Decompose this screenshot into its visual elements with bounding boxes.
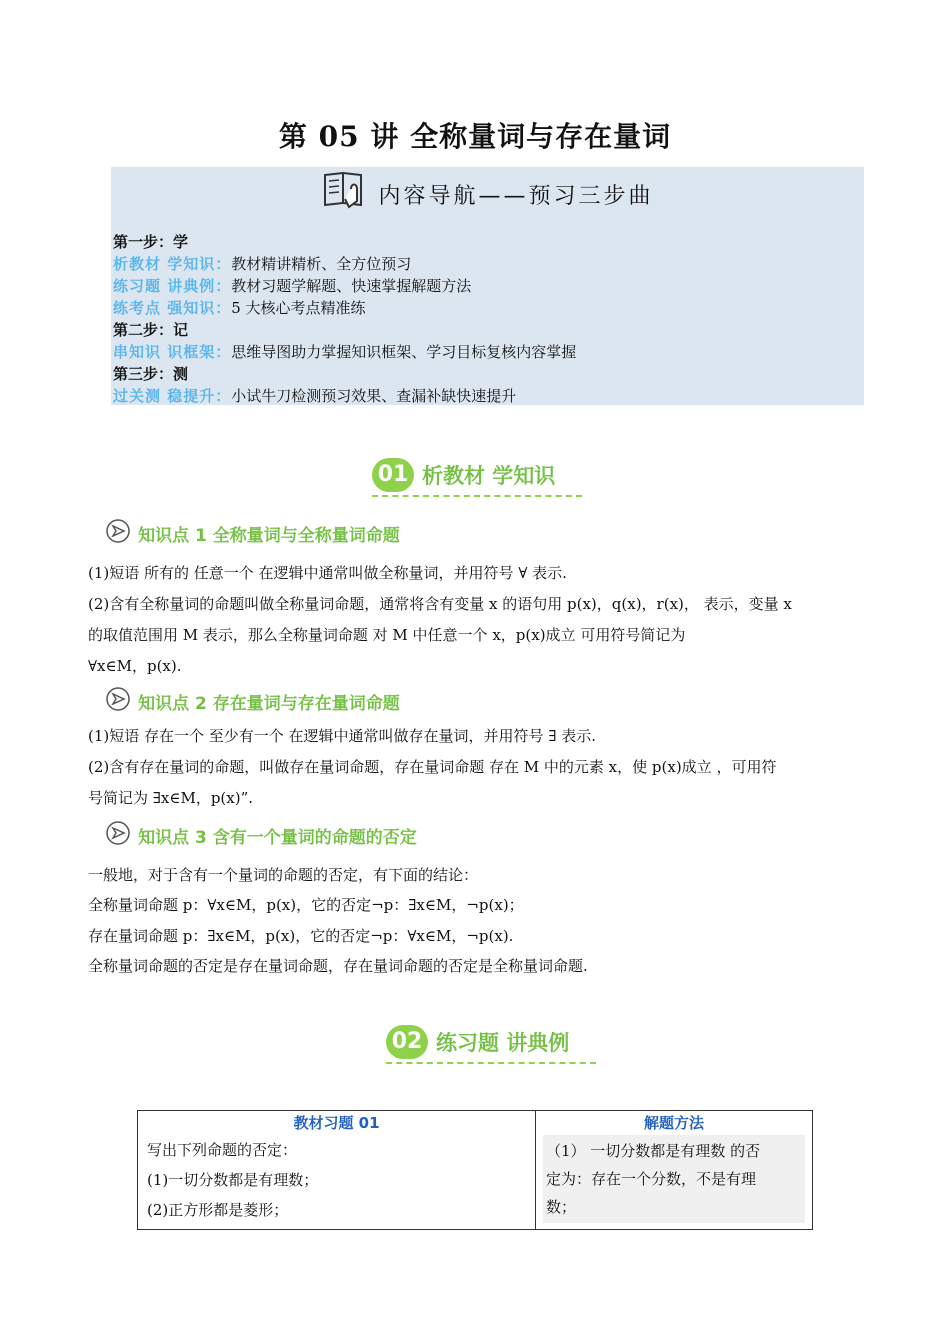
paragraph: (1)短语 存在一个 至少有一个 在逻辑中通常叫做存在量词，并用符号 ∃ 表示.: [88, 727, 596, 745]
section-01-header: [372, 458, 582, 500]
paragraph: (2)含有全称量词的命题叫做全称量词命题，通常将含有变量 x 的语句用 p(x)，q(x)，r(x)， 表示，变量 x: [88, 595, 792, 613]
page-title: 第 05 讲 全称量词与存在量词: [278, 120, 672, 153]
knowledge-point-1-heading: 知识点 1 全称量词与全称量词命题: [105, 518, 400, 546]
paragraph: 的取值范围用 M 表示，那么全称量词命题 对 M 中任意一个 x，p(x)成立 可用符号简记为: [88, 626, 686, 644]
section-divider: [372, 495, 582, 497]
exercise-header: 教材习题 01: [293, 1114, 380, 1132]
nav-title: 内容导航——预习三步曲: [378, 183, 654, 209]
book-icon: [321, 167, 369, 215]
solution-cell: [536, 1111, 813, 1230]
exercise-line: (2)正方形都是菱形；: [147, 1201, 289, 1219]
arrow-circle-icon: [105, 686, 131, 716]
section-badge: 02: [386, 1025, 428, 1059]
paragraph: 存在量词命题 p：∃x∈M，p(x)，它的否定¬p：∀x∈M，¬p(x).: [88, 927, 514, 945]
exercise-table: [137, 1110, 813, 1230]
nav-step-3: 第三步：测: [113, 365, 189, 383]
solution-line: 数；: [546, 1198, 577, 1216]
exercise-line: (1)一切分数都是有理数；: [147, 1171, 319, 1189]
nav-header: [111, 167, 864, 217]
content-navigation-panel: [111, 167, 864, 405]
paragraph: (1)短语 所有的 任意一个 在逻辑中通常叫做全称量词，并用符号 ∀ 表示.: [88, 564, 567, 582]
paragraph: 号简记为 ∃x∈M，p(x)”.: [88, 789, 254, 807]
nav-step-2: 第二步：记: [113, 321, 189, 339]
nav-item: 析教材 学知识：教材精讲精析、全方位预习: [113, 255, 412, 273]
exercise-line: 写出下列命题的否定：: [147, 1141, 298, 1159]
paragraph: ∀x∈M，p(x).: [88, 657, 182, 675]
solution-line: 定为：存在一个分数，不是有理: [546, 1170, 757, 1188]
knowledge-point-2-heading: 知识点 2 存在量词与存在量词命题: [105, 686, 400, 714]
section-badge: 01: [372, 458, 414, 492]
paragraph: 全称量词命题的否定是存在量词命题，存在量词命题的否定是全称量词命题.: [88, 957, 588, 975]
nav-item: 练习题 讲典例：教材习题学解题、快速掌握解题方法: [113, 277, 472, 295]
nav-item: 串知识 识框架：思维导图助力掌握知识框架、学习目标复核内容掌握: [113, 343, 577, 361]
knowledge-point-3-heading: 知识点 3 含有一个量词的命题的否定: [105, 820, 417, 848]
nav-item: 过关测 稳提升：小试牛刀检测预习效果、查漏补缺快速提升: [113, 387, 517, 405]
nav-step-1: 第一步：学: [113, 233, 189, 251]
paragraph: (2)含有存在量词的命题，叫做存在量词命题，存在量词命题 存在 M 中的元素 x，使 p(x)成立 ，可用符: [88, 758, 777, 776]
section-label: 练习题 讲典例: [436, 1031, 570, 1055]
arrow-circle-icon: [105, 820, 131, 850]
arrow-circle-icon: [105, 518, 131, 548]
solution-box: [543, 1135, 805, 1223]
section-divider: [386, 1062, 596, 1064]
solution-line: （1） 一切分数都是有理数 的否: [546, 1142, 761, 1160]
paragraph: 一般地，对于含有一个量词的命题的否定，有下面的结论：: [88, 866, 479, 884]
solution-header: 解题方法: [643, 1114, 704, 1132]
section-02-header: [386, 1025, 596, 1067]
exercise-cell: [138, 1111, 536, 1230]
paragraph: 全称量词命题 p：∀x∈M，p(x)，它的否定¬p：∃x∈M，¬p(x)；: [88, 896, 524, 914]
nav-item: 练考点 强知识：5 大核心考点精准练: [113, 299, 366, 317]
section-label: 析教材 学知识: [422, 464, 556, 488]
